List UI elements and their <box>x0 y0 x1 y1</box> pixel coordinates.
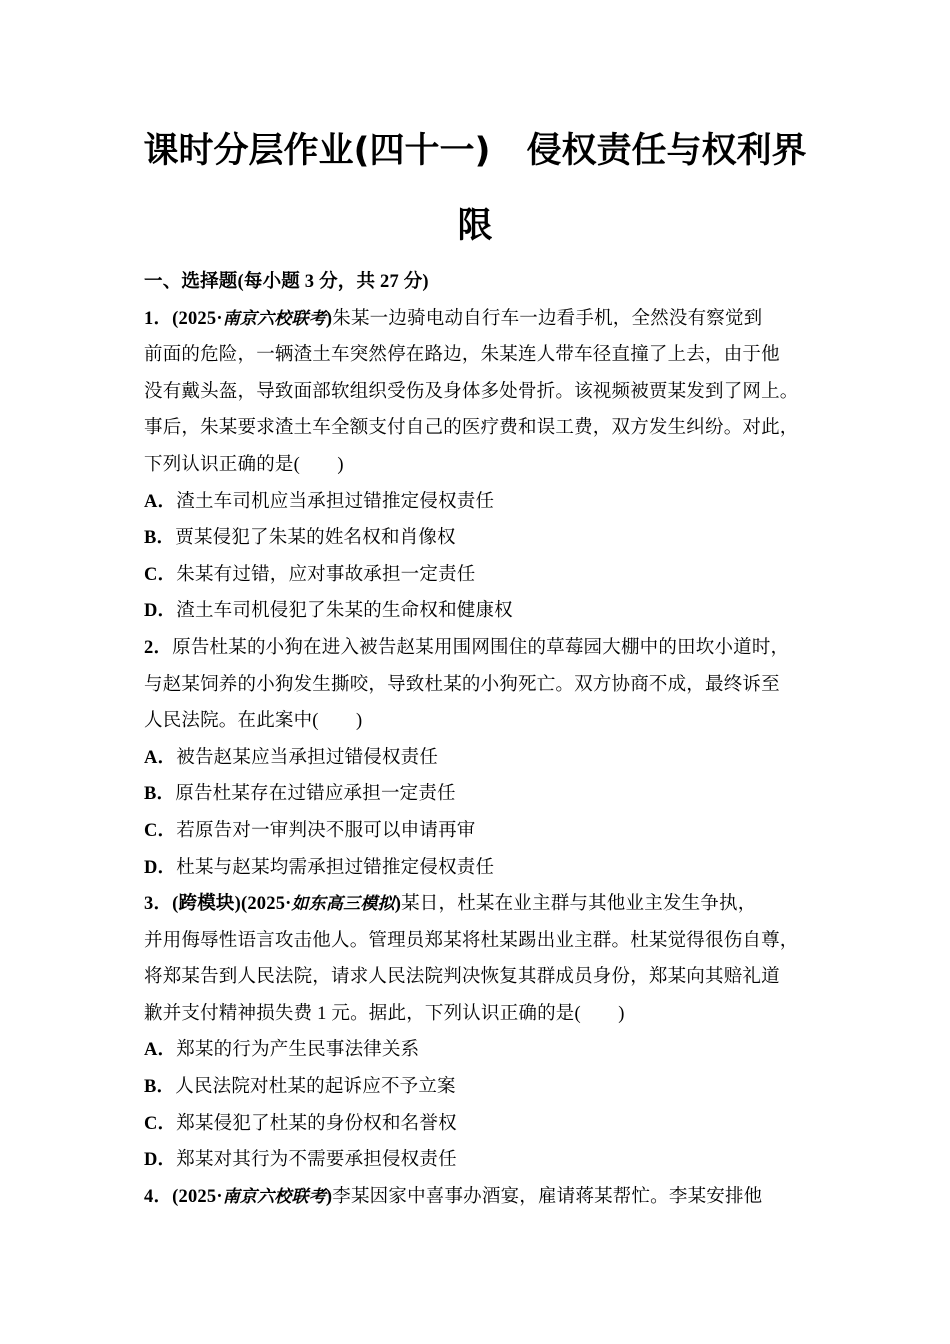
page-title-continued: 限 <box>457 206 493 246</box>
option-a: A．渣土车司机应当承担过错推定侵权责任 <box>144 491 495 512</box>
question-3-line-1: 3．(跨模块)(2025·如东高三模拟)某日，杜某在业主群与其他业主发生争执， <box>144 894 757 915</box>
option-c: C．朱某有过错，应对事故承担一定责任 <box>144 564 476 585</box>
section-heading: 一、选择题(每小题 3 分，共 27 分) <box>144 272 429 292</box>
question-4-line-1: 4．(2025·南京六校联考)李某因家中喜事办酒宴，雇请蒋某帮忙。李某安排他 <box>144 1186 763 1207</box>
question-number: 1． <box>144 308 173 329</box>
option-a: A．郑某的行为产生民事法律关系 <box>144 1040 420 1061</box>
question-1-line: 前面的危险，一辆渣土车突然停在路边，朱某连人带车径直撞了上去，由于他 <box>144 345 780 366</box>
question-3-line: 将郑某告到人民法院，请求人民法院判决恢复其群成员身份，郑某向其赔礼道 <box>144 967 780 988</box>
option-a: A．被告赵某应当承担过错侵权责任 <box>144 747 439 768</box>
question-1-line: 下列认识正确的是( ) <box>144 454 344 475</box>
title-topic: 侵权责任与权利界 <box>526 131 807 171</box>
page-title <box>0 131 950 171</box>
question-1-line: 没有戴头盔，导致面部软组织受伤及身体多处骨折。该视频被贾某发到了网上。 <box>144 381 799 402</box>
title-main: 课时分层作业(四十一) <box>143 131 491 171</box>
question-tag: (跨模块) <box>172 894 241 915</box>
question-source: 如东高三模拟 <box>291 894 395 915</box>
question-3-line: 歉并支付精神损失费 1 元。据此，下列认识正确的是( ) <box>144 1003 625 1024</box>
option-c: C．若原告对一审判决不服可以申请再审 <box>144 820 476 841</box>
option-b: B．贾某侵犯了朱某的姓名权和肖像权 <box>144 528 456 549</box>
option-d: D．渣土车司机侵犯了朱某的生命权和健康权 <box>144 601 513 622</box>
option-c: C．郑某侵犯了杜某的身份权和名誉权 <box>144 1113 457 1134</box>
question-3-line: 并用侮辱性语言攻击他人。管理员郑某将杜某踢出业主群。杜某觉得很伤自尊， <box>144 930 799 951</box>
option-b: B．人民法院对杜某的起诉应不予立案 <box>144 1077 456 1098</box>
question-1-line-1: 1．(2025·南京六校联考)朱某一边骑电动自行车一边看手机，全然没有察觉到 <box>144 308 763 329</box>
option-d: D．郑某对其行为不需要承担侵权责任 <box>144 1150 457 1171</box>
question-number: 4． <box>144 1186 173 1207</box>
question-2-line: 人民法院。在此案中( ) <box>144 711 363 732</box>
question-number: 2． <box>144 637 173 658</box>
option-d: D．杜某与赵某均需承担过错推定侵权责任 <box>144 857 495 878</box>
option-b: B．原告杜某存在过错应承担一定责任 <box>144 784 456 805</box>
question-1-line: 事后，朱某要求渣土车全额支付自己的医疗费和误工费，双方发生纠纷。对此， <box>144 418 799 439</box>
question-number: 3． <box>144 894 173 915</box>
question-source: 南京六校联考 <box>222 1186 326 1207</box>
question-2-line: 与赵某饲养的小狗发生撕咬，导致杜某的小狗死亡。双方协商不成，最终诉至 <box>144 674 780 695</box>
question-2-line-1: 2．原告杜某的小狗在进入被告赵某用围网围住的草莓园大棚中的田坎小道时， <box>144 637 790 658</box>
question-list <box>144 264 824 1215</box>
question-source: 南京六校联考 <box>222 308 326 329</box>
